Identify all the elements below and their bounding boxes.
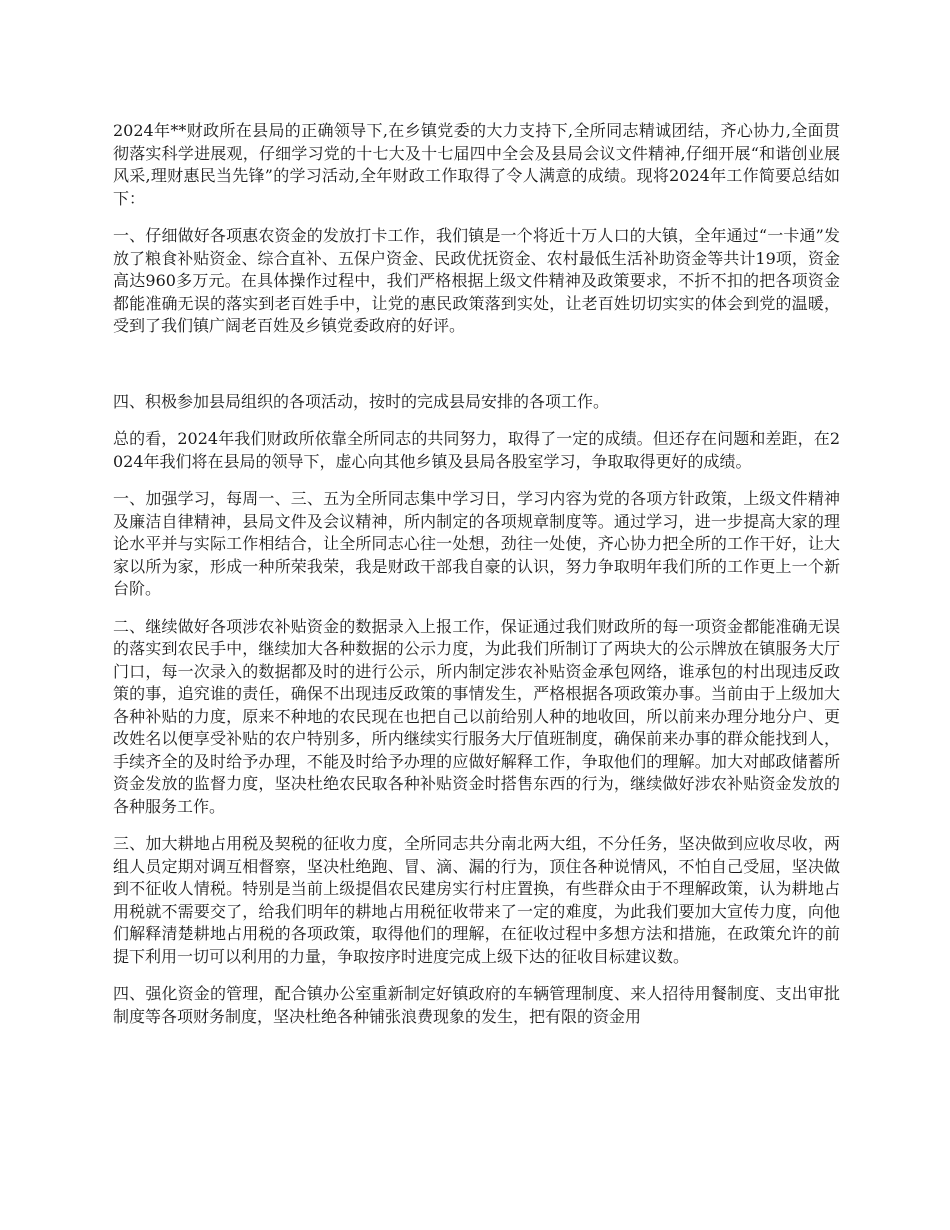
plan-paragraph-2-data-entry: 二、继续做好各项涉农补贴资金的数据录入上报工作，保证通过我们财政所的每一项资金都能准确无误的落实到农民手中，继续加大各种数据的公示力度，为此我们所制订了两块大的公示牌放在镇服务大厅门口，每一次录入的数据都及时的进行公示，所内制定涉农补贴资金承包网络，谁承包的村出现违反政策的事，追究谁的责任，确保不出现违反政策的事情发生，严格根据各项政策办事。当前由于上级加大各种补贴的力度，原来不种地的农民现在也把自己以前给别人种的地收回，所以前来办理分地分户、更改姓名以便享受补贴的农户特别多，所内继续实行服务大厅值班制度，确保前来办事的群众能找到人，手续齐全的及时给予办理，不能及时给予办理的应做好解释工作，争取他们的理解。加大对邮政储蓄所资金发放的监督力度，坚决杜绝农民取各种补贴资金时搭售东西的行为，继续做好涉农补贴资金发放的各种服务工作。 bbox=[113, 616, 840, 816]
document-page bbox=[113, 120, 840, 1043]
paragraph-item-4-activities: 四、积极参加县局组织的各项活动，按时的完成县局安排的各项工作。 bbox=[113, 391, 610, 411]
intro-paragraph: 2024年**财政所在县局的正确领导下,在乡镇党委的大力支持下,全所同志精诚团结，齐心协力,全面贯彻落实科学进展观，仔细学习党的十七大及十七届四中全会及县局会议文件精神,仔细开展“和谐创业展风采,理财惠民当先锋”的学习活动,全年财政工作取得了令人满意的成绩。现将2024年工作简要总结如下： bbox=[113, 121, 840, 208]
section-gap bbox=[113, 353, 840, 391]
plan-paragraph-1-study: 一、加强学习，每周一、三、五为全所同志集中学习日，学习内容为党的各项方针政策，上级文件精神及廉洁自律精神，县局文件及会议精神，所内制定的各项规章制度等。通过学习，进一步提高大家的理论水平并与实际工作相结合，让全所同志心往一处想，劲往一处使，齐心协力把全所的工作干好，让大家以所为家，形成一种所荣我荣，我是财政干部我自豪的认识，努力争取明年我们所的工作更上一个新台阶。 bbox=[113, 489, 840, 598]
plan-paragraph-3-tax: 三、加大耕地占用税及契税的征收力度，全所同志共分南北两大组，不分任务，坚决做到应收尽收，两组人员定期对调互相督察，坚决杜绝跑、冒、滴、漏的行为，顶住各种说情风，不怕自己受屈，坚决做到不征收人情税。特别是当前上级提倡农民建房实行村庄置换，有些群众由于不理解政策，认为耕地占用税就不需要交了，给我们明年的耕地占用税征收带来了一定的难度，为此我们要加大宣传力度，向他们解释清楚耕地占用税的各项政策，取得他们的理解，在征收过程中多想方法和措施，在政策允许的前提下利用一切可以利用的力量，争取按序时进度完成上级下达的征收目标建议数。 bbox=[113, 834, 840, 966]
plan-paragraph-4-funds: 四、强化资金的管理，配合镇办公室重新制定好镇政府的车辆管理制度、来人招待用餐制度、支出审批制度等各项财务制度，坚决杜绝各种铺张浪费现象的发生，把有限的资金用 bbox=[113, 984, 840, 1026]
paragraph-item-1-subsidy: 一、仔细做好各项惠农资金的发放打卡工作，我们镇是一个将近十万人口的大镇，全年通过“一卡通”发放了粮食补贴资金、综合直补、五保户资金、民政优抚资金、农村最低生活补助资金等共计19项，资金高达960多万元。在具体操作过程中，我们严格根据上级文件精神及政策要求，不折不扣的把各项资金都能准确无误的落实到老百姓手中，让党的惠民政策落到实处，让老百姓切切实实的体会到党的温暖，受到了我们镇广阔老百姓及乡镇党委政府的好评。 bbox=[113, 226, 840, 335]
summary-paragraph: 总的看，2024年我们财政所依靠全所同志的共同努力，取得了一定的成绩。但还存在问题和差距，在2024年我们将在县局的领导下，虚心向其他乡镇及县局各股室学习，争取取得更好的成绩。 bbox=[113, 429, 840, 471]
